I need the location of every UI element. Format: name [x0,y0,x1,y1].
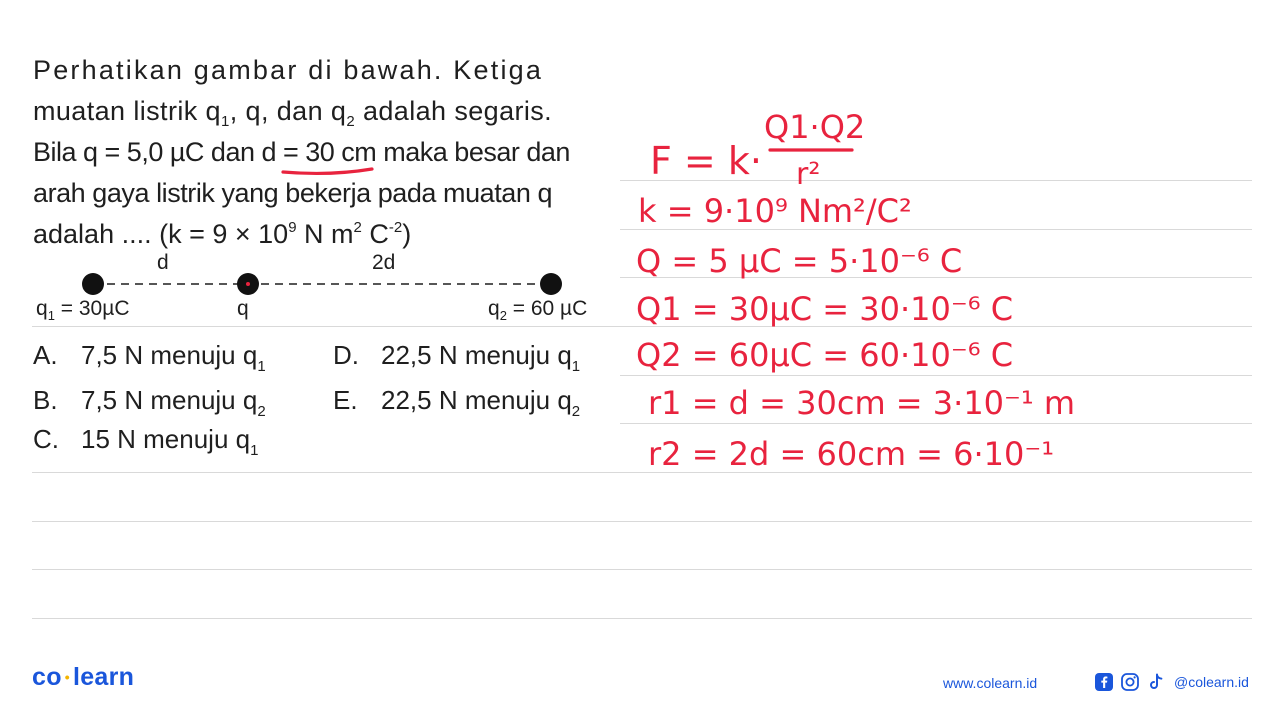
subscript: 1 [220,113,230,130]
subscript: 1 [250,442,259,459]
subscript: 1 [257,358,266,375]
facebook-icon[interactable] [1094,672,1114,692]
handwritten-line-Q: Q = 5 µC = 5·10⁻⁶ C [636,242,963,280]
option-text: 22,5 N menuju q [381,385,572,415]
label-text: q [36,297,48,320]
charge-q-label: q [237,297,249,320]
subscript: 1 [47,308,55,323]
handwritten-line-r1: r1 = d = 30cm = 3·10⁻¹ m [648,384,1076,422]
website-link[interactable]: www.colearn.id [943,675,1038,691]
option-text: 15 N menuju q [81,424,251,454]
label-text: = 30µC [54,297,130,320]
label-text: q [488,297,500,320]
colearn-logo[interactable] [32,663,134,692]
times-symbol: × [234,219,251,249]
option-text: 7,5 N menuju q [81,385,258,415]
superscript: 2 [353,219,362,236]
question-line-text: arah gaya listrik yang bekerja pada muatan q [33,178,553,208]
handwritten-formula-lhs: F = k· [650,139,762,183]
question-text-segment: 10 [250,219,289,249]
option-letter: E. [333,385,358,415]
subscript: 2 [346,113,356,130]
subscript: 2 [257,403,266,420]
underline-d-30cm-stroke [283,169,372,173]
handwritten-line-Q1: Q1 = 30µC = 30·10⁻⁶ C [636,290,1014,328]
tiktok-icon[interactable] [1146,672,1166,692]
subscript: 1 [571,358,581,375]
option-letter: A. [33,340,58,370]
distance-label-2d: 2d [372,251,396,274]
mu-symbol: µ [169,137,185,167]
handwritten-formula-denominator: r² [796,157,821,192]
distance-label-d: d [157,251,169,274]
subscript: 2 [499,308,507,323]
option-text: 7,5 N menuju q [81,340,258,370]
question-text-segment: N m [296,219,354,249]
subscript: 2 [571,403,581,420]
question-text-segment: C [361,219,389,249]
option-letter: C. [33,424,59,454]
handwritten-formula-numerator: Q1·Q2 [764,108,866,146]
option-letter: B. [33,385,58,415]
option-text: 22,5 N menuju q [381,340,572,370]
logo-text: co [32,663,62,691]
question-line-text: Perhatikan gambar di bawah. Ketiga [33,55,544,85]
question-text-segment: Bila q = 5,0 [33,137,170,167]
logo-dot: • [64,669,70,685]
instagram-icon[interactable] [1120,672,1140,692]
superscript: -2 [388,219,403,236]
superscript: 9 [288,219,297,236]
question-text-segment: adalah segaris. [355,96,553,126]
question-text-segment: muatan listrik q [33,96,221,126]
question-text-segment: , q, dan q [229,96,347,126]
question-text-segment: C dan d = 30 cm maka besar dan [184,137,570,167]
handwritten-line-k: k = 9·10⁹ Nm²/C² [638,192,912,230]
handwritten-line-Q2: Q2 = 60µC = 60·10⁻⁶ C [636,336,1014,374]
social-links [1094,671,1249,693]
social-handle[interactable]: @colearn.id [1174,674,1249,690]
label-text: = 60 µC [506,297,588,320]
logo-text: learn [72,663,135,691]
handwritten-line-r2: r2 = 2d = 60cm = 6·10⁻¹ [648,435,1055,473]
question-text-segment: ) [402,219,412,249]
option-letter: D. [333,340,359,370]
question-text-segment: adalah .... (k = 9 [33,219,235,249]
